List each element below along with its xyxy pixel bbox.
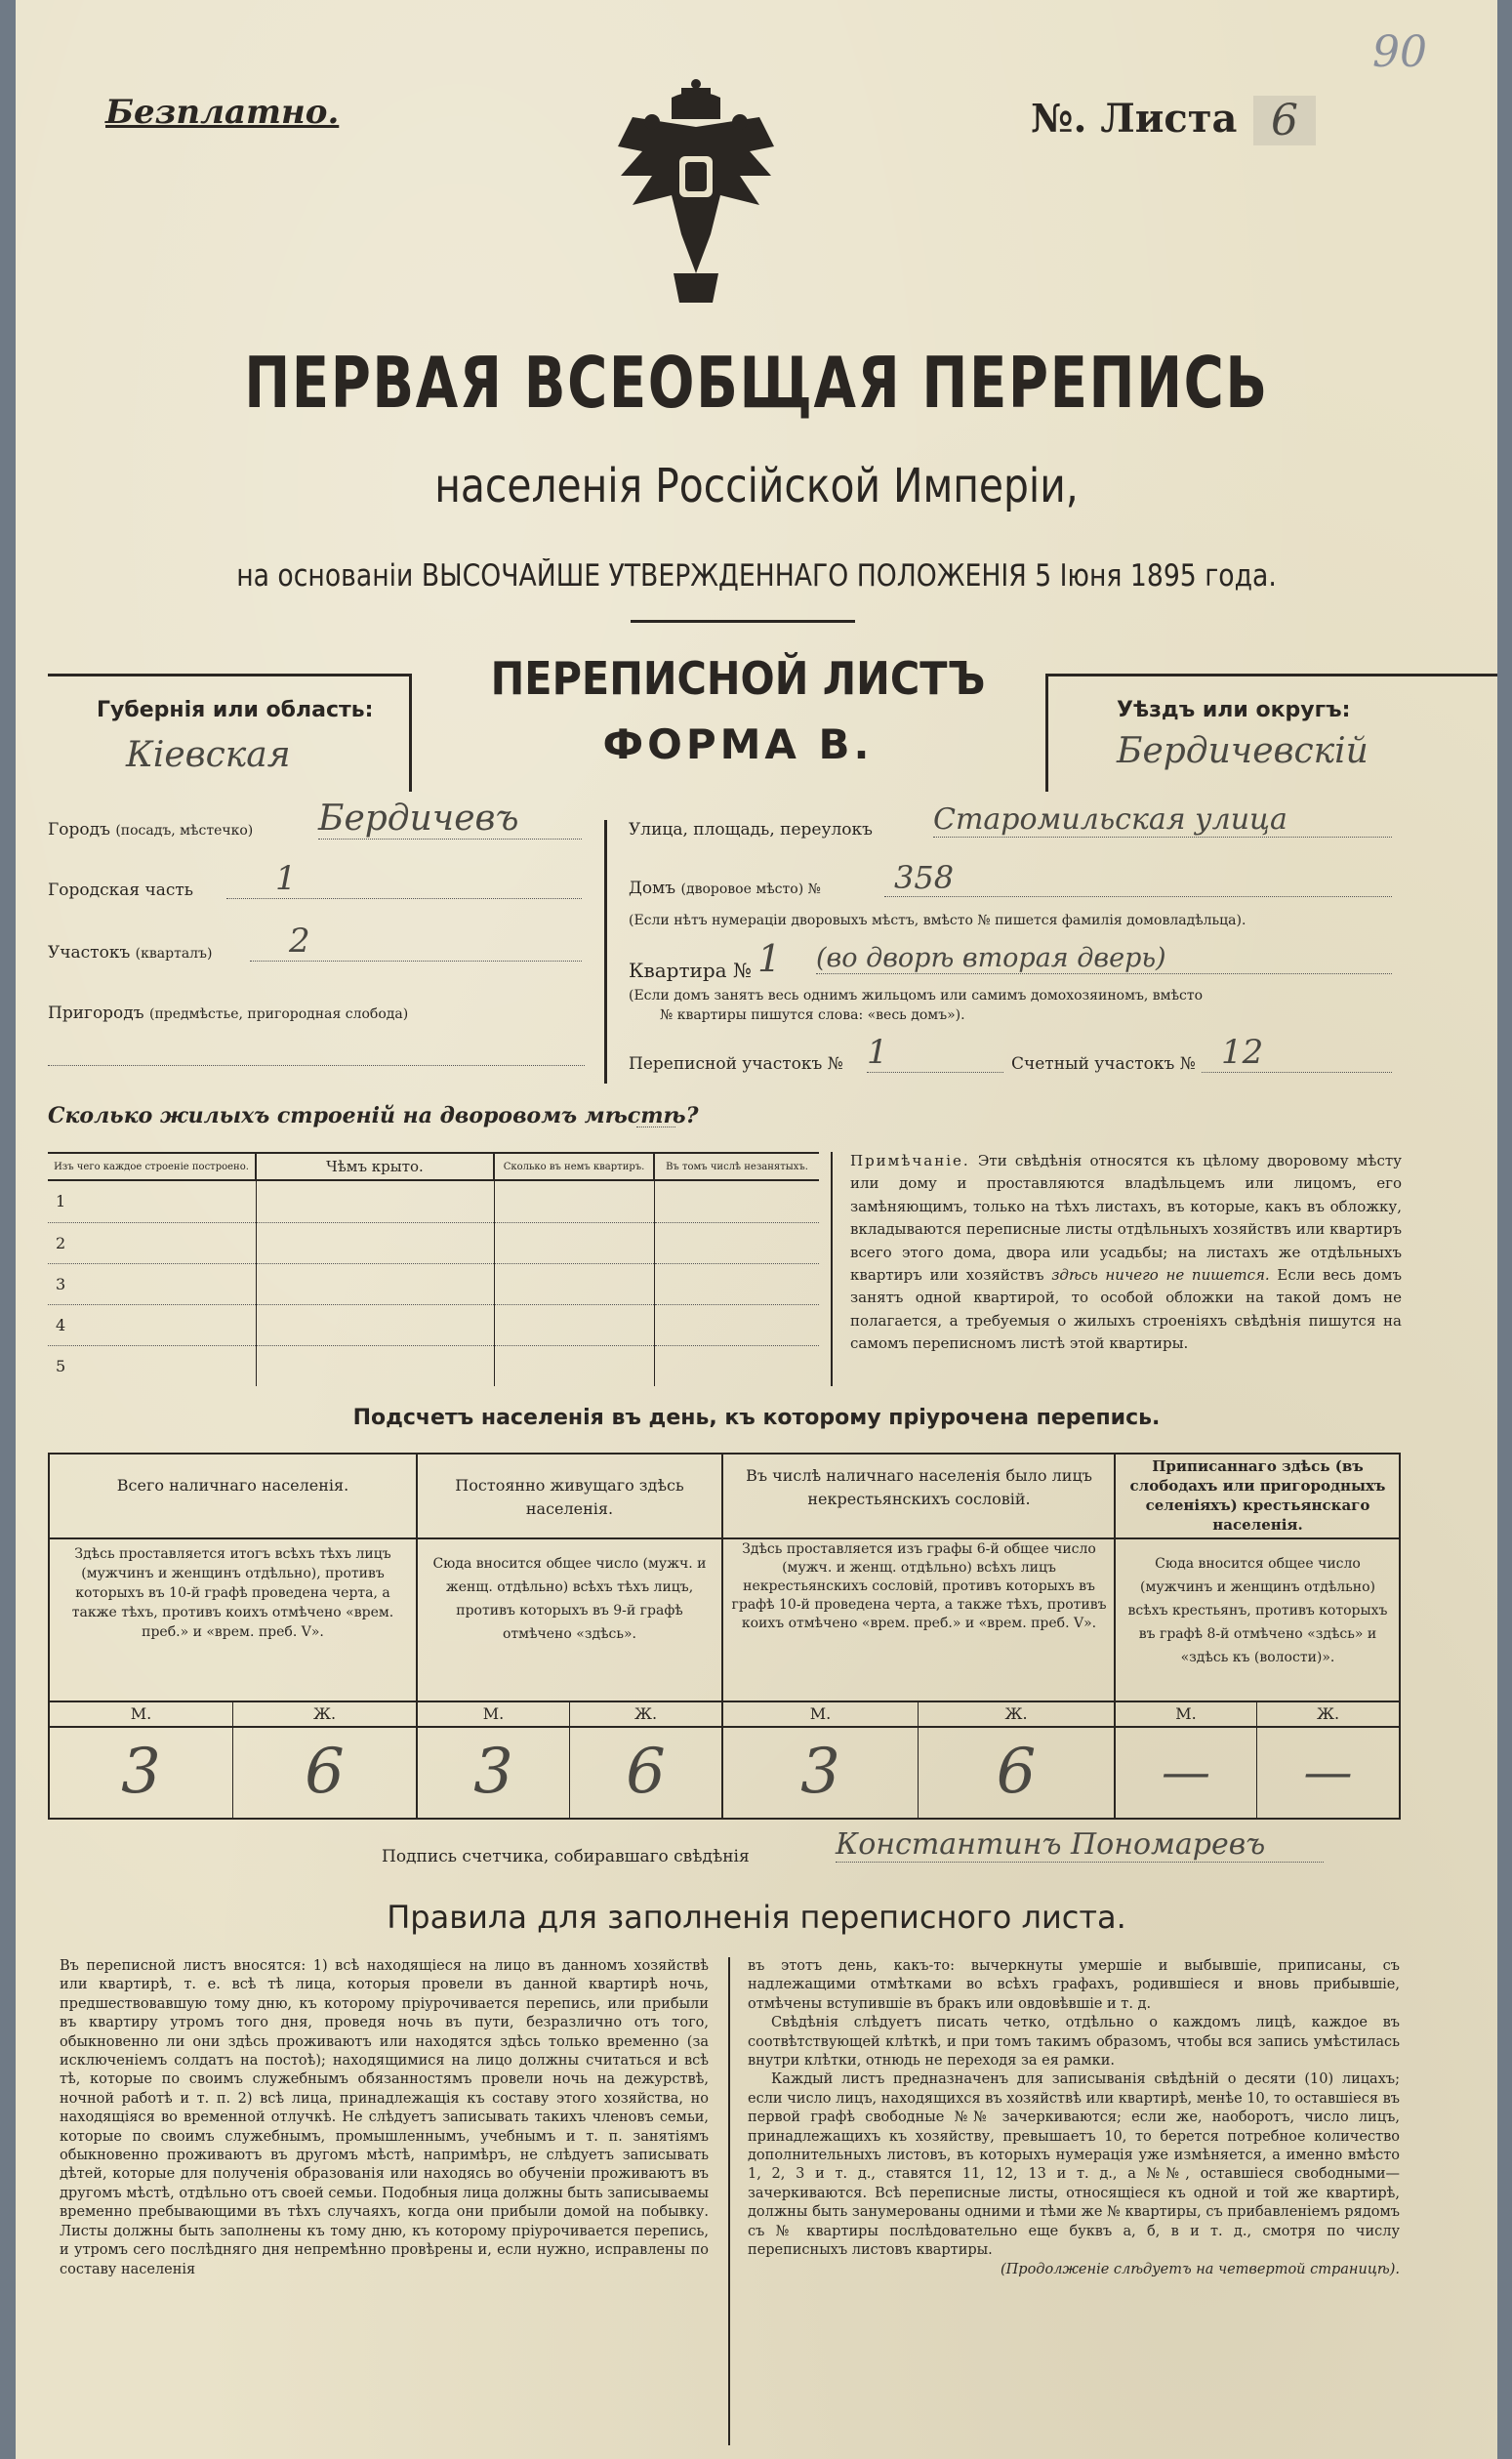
census-district-value: 1 [867,1033,1003,1073]
province-label: Губернія или область: [97,698,374,722]
form-type: ФОРМА В. [602,720,874,768]
signature-label: Подпись счетчика, собиравшаго свѣдѣнія [382,1847,750,1866]
buildings-col-roof: Чѣмъ крыто. [256,1153,494,1180]
district-label: Уѣздъ или округъ: [1117,698,1351,722]
male-label: М. [130,1704,152,1723]
section-field [48,943,212,963]
rules-right-paragraph-3: Каждый листъ предназначенъ для записыванія свѣдѣній о десяти (10) лицахъ; если число лицъ, находящихся въ хозяйствѣ или квартирѣ, менѣе 10, то оставшіеся въ первой графѣ свободные №№ зачеркиваются; если же, наоборотъ, число лицъ, принадлежащихъ къ хозяйству, превышаетъ 10, то берется потребное количество дополнительныхъ листовъ, въ которыхъ нумерація уже измѣняется, а именно вмѣсто 1, 2, 3 и т. д., ставятся 11, 12, 13 и т. д., а №№, оставшіеся свободными—зачеркиваются. Всѣ переписные листы, относящіеся къ одной и той же квартирѣ, должны быть занумерованы одними и тѣми же № квартиры, съ прибавленіемъ рядомъ съ № квартиры послѣдовательно еще буквъ а, б, в и т. д., смотря по числу переписныхъ листовъ квартиры. [748,2071,1400,2259]
note-text-2: Если весь домъ занятъ одной квартирой, то особой обложки на такой домъ не полагается, а требуемыя о жилыхъ строеніяхъ свѣдѣнія пишутся на самомъ переписномъ листѣ этой квартиры. [850,1266,1403,1353]
counting-district-value: 12 [1202,1033,1392,1073]
rules-title: Правила для заполненія переписного листа. [387,1899,1126,1936]
permanent-male-count: 3 [473,1736,513,1808]
buildings-col-apartments: Сколько въ немъ квартиръ. [494,1153,654,1180]
section-label: Участокъ [48,943,131,963]
city-part-label: Городская часть [48,881,194,900]
house-label: Домъ [629,879,676,898]
apartment-note-1: (Если домъ занятъ весь однимъ жильцомъ или самимъ домохозяиномъ, вмѣсто [629,988,1204,1004]
counting-district-label: Счетный участокъ № [1011,1054,1196,1074]
buildings-table [48,1152,819,1386]
suburb-hint: (предмѣстье, пригородная слобода) [149,1006,409,1022]
population-head-total: Всего наличнаго населенія. [116,1476,349,1495]
buildings-col-material: Изъ чего каждое строеніе построено. [48,1153,256,1180]
female-label: Ж. [312,1704,337,1723]
address-divider [604,820,607,1084]
buildings-row-number: 2 [48,1222,256,1263]
male-label: М. [1175,1704,1197,1723]
population-desc-permanent: Сюда вносится общее число (мужч. и женщ. отдѣльно) всѣхъ тѣхъ лицъ, противъ которыхъ въ 9-й графѣ отмѣчено «здѣсь». [432,1556,707,1642]
city-value: Бердичевъ [318,799,582,840]
province-value: Кіевская [126,735,291,775]
section-hint: (кварталъ) [135,946,213,962]
main-title: ПЕРВАЯ ВСЕОБЩАЯ ПЕРЕПИСЬ [244,342,1269,424]
population-table [48,1453,1401,1820]
house-note: (Если нѣтъ нумераціи дворовыхъ мѣстъ, вмѣсто № пишется фамилія домовладѣльца). [629,913,1246,928]
city-part-value: 1 [226,859,582,899]
suburb-label: Пригородъ [48,1004,144,1023]
enumerator-signature: Константинъ Пономаревъ [836,1827,1324,1863]
population-desc-peasant: Сюда вносится общее число (мужчинъ и женщинъ отдѣльно) всѣхъ крестьянъ, противъ которыхъ въ графѣ 8-й отмѣчено «здѣсь» и «здѣсь къ (волости)». [1127,1556,1388,1665]
female-label: Ж. [1316,1704,1340,1723]
note-divider [831,1152,833,1386]
free-label: Безплатно. [105,93,340,132]
population-head-peasant: Приписаннаго здѣсь (въ слободахъ или пригородныхъ селеніяхъ) крестьянскаго населенія. [1129,1457,1386,1534]
buildings-row-number: 1 [48,1180,256,1222]
buildings-note [850,1150,1402,1356]
suburb-line [48,1064,585,1066]
house-hint: (дворовое мѣсто) № [680,881,821,897]
population-desc-total: Здѣсь проставляется итогъ всѣхъ тѣхъ лицъ (мужчинъ и женщинъ отдѣльно), противъ которыхъ въ 10-й графѣ проведена черта, а также тѣхъ, противъ коихъ отмѣчено «врем. преб.» и «врем. преб. V». [71,1546,394,1640]
buildings-row-number: 4 [48,1305,256,1346]
sheet-number-value: 6 [1253,96,1316,145]
basis-line: на основаніи ВЫСОЧАЙШЕ УТВЕРЖДЕННАГО ПОЛОЖЕНІЯ 5 Іюня 1895 года. [236,558,1277,594]
peasant-male-count: — [1162,1743,1210,1800]
rules-right-paragraph-2: Свѣдѣнія слѣдуетъ писать четко, отдѣльно о каждомъ лицѣ, каждое въ соотвѣтствующей клѣткѣ, и при томъ такимъ образомъ, чтобы вся запись умѣстилась внутри клѣтки, отнюдь не переходя за ея рамки. [748,2015,1400,2070]
total-male-count: 3 [121,1736,161,1808]
section-value: 2 [250,922,582,962]
street-value: Старомильская улица [933,802,1392,838]
rules-divider [728,1957,730,2445]
non-peasant-male-count: 3 [800,1736,840,1808]
population-desc-non-peasant: Здѣсь проставляется изъ графы 6-й общее число (мужч. и женщ. отдѣльно) всѣхъ лицъ некрестьянскихъ сословій, противъ которыхъ въ графѣ 10-й проведена черта, а также тѣхъ, противъ коихъ отмѣчено «врем. преб.» и «врем. преб. V». [731,1541,1107,1631]
form-name: ПЕРЕПИСНОЙ ЛИСТЪ [490,652,986,705]
note-italic: здѣсь ничего не пишется. [1051,1266,1270,1285]
district-value: Бердичевскій [1117,731,1369,771]
non-peasant-female-count: 6 [996,1736,1037,1808]
total-female-count: 6 [305,1736,345,1808]
buildings-col-vacant: Въ томъ числѣ незанятыхъ. [654,1153,819,1180]
corner-page-number: 90 [1372,27,1427,77]
title-divider [631,620,855,623]
apartment-value: 1 [757,937,782,980]
note-text-1: Эти свѣдѣнія относятся къ цѣлому дворовому мѣсту или дому и проставляются владѣльцемъ или лицомъ, его замѣняющимъ, только на тѣхъ листахъ, въ которые, какъ въ обложку, вкладываются переписные листы отдѣльныхъ хозяйствъ или квартиръ всего этого дома, двора или усадьбы; на листахъ же отдѣльныхъ квартиръ или хозяйствъ [850,1152,1402,1285]
peasant-female-count: — [1303,1743,1353,1800]
rules-right-column [748,1957,1400,2279]
apartment-extra: (во дворѣ вторая дверь) [816,943,1392,974]
buildings-row-number: 5 [48,1346,256,1386]
province-box [48,674,412,792]
census-form-page [16,0,1497,2459]
apartment-label: Квартира № [629,959,752,982]
census-district-label: Переписной участокъ № [629,1054,843,1074]
district-box [1045,674,1497,792]
male-label: М. [482,1704,505,1723]
rules-right-paragraph-1: въ этотъ день, какъ-то: вычеркнуты умершіе и выбывшіе, приписаны, съ надлежащими отмѣтками во всѣхъ графахъ, родившіеся и вновь прибывшіе, отмѣчены вступившіе въ бракъ или овдовѣвшіе и т. д. [748,1958,1400,2012]
female-label: Ж. [1004,1704,1028,1723]
buildings-question: Сколько жилыхъ строеній на дворовомъ мѣстѣ? [48,1103,699,1128]
house-value: 358 [884,859,1392,897]
house-field [629,879,821,898]
female-label: Ж. [633,1704,658,1723]
permanent-female-count: 6 [626,1736,666,1808]
note-lead: Примѣчаніе. [850,1152,970,1169]
imperial-eagle-emblem [613,78,779,312]
sheet-number-label: №. Листа [1031,96,1238,142]
buildings-row-number: 3 [48,1263,256,1304]
male-label: М. [809,1704,832,1723]
street-label: Улица, площадь, переулокъ [629,820,873,840]
city-label: Городъ [48,820,110,840]
population-title: Подсчетъ населенія въ день, къ которому пріурочена перепись. [352,1406,1161,1430]
city-hint: (посадъ, мѣстечко) [115,823,254,839]
city-field [48,820,253,840]
apartment-note-2: № квартиры пишутся слова: «весь домъ»). [660,1007,965,1023]
population-head-permanent: Постоянно живущаго здѣсь населенія. [455,1476,684,1518]
rules-continued: (Продолженіе слѣдуетъ на четвертой страницѣ). [1000,2261,1400,2277]
suburb-field [48,1004,408,1023]
subtitle: населенія Россійской Имперіи, [434,459,1079,513]
rules-left-column: Въ переписной листъ вносятся: 1) всѣ находящіеся на лицо въ данномъ хозяйствѣ или квартирѣ, т. е. всѣ тѣ лица, которыя провели въ данной квартирѣ ночь, предшествовавшую тому дню, къ которому пріурочивается перепись, или прибыли въ квартиру утромъ того дня, проведя ночь въ пути, безразлично отъ того, обыкновенно ли они здѣсь проживаютъ или находятся здѣсь только временно (за исключеніемъ солдатъ на постоѣ); находящимися на лицо должны считаться и всѣ тѣ, которые по своимъ служебнымъ обязанностямъ провели ночь на дежурствѣ, ночной работѣ и т. п. 2) всѣ лица, принадлежащія къ составу этого хозяйства, но находящіяся во временной отлучкѣ. Не слѣдуетъ записывать такихъ членовъ семьи, которые по своимъ служебнымъ, промышленнымъ, учебнымъ и т. п. занятіямъ обыкновенно проживаютъ въ другомъ мѣстѣ, напримѣръ, не слѣдуетъ записывать дѣтей, которые для полученія образованія или находясь во обученіи проживаютъ въ другомъ мѣстѣ, отдѣльно отъ своей семьи. Подобныя лица должны быть записываемы временно пребывающими въ тѣхъ случаяхъ, когда они прибыли домой на побывку. Листы должны быть заполнены къ тому дню, къ которому пріурочивается перепись, и утромъ сего послѣдняго дня непремѣнно провѣрены и, если нужно, исправлены по составу населенія [60,1958,709,2277]
population-head-non-peasant: Въ числѣ наличнаго населенія было лицъ некрестьянскихъ сословій. [746,1466,1092,1508]
